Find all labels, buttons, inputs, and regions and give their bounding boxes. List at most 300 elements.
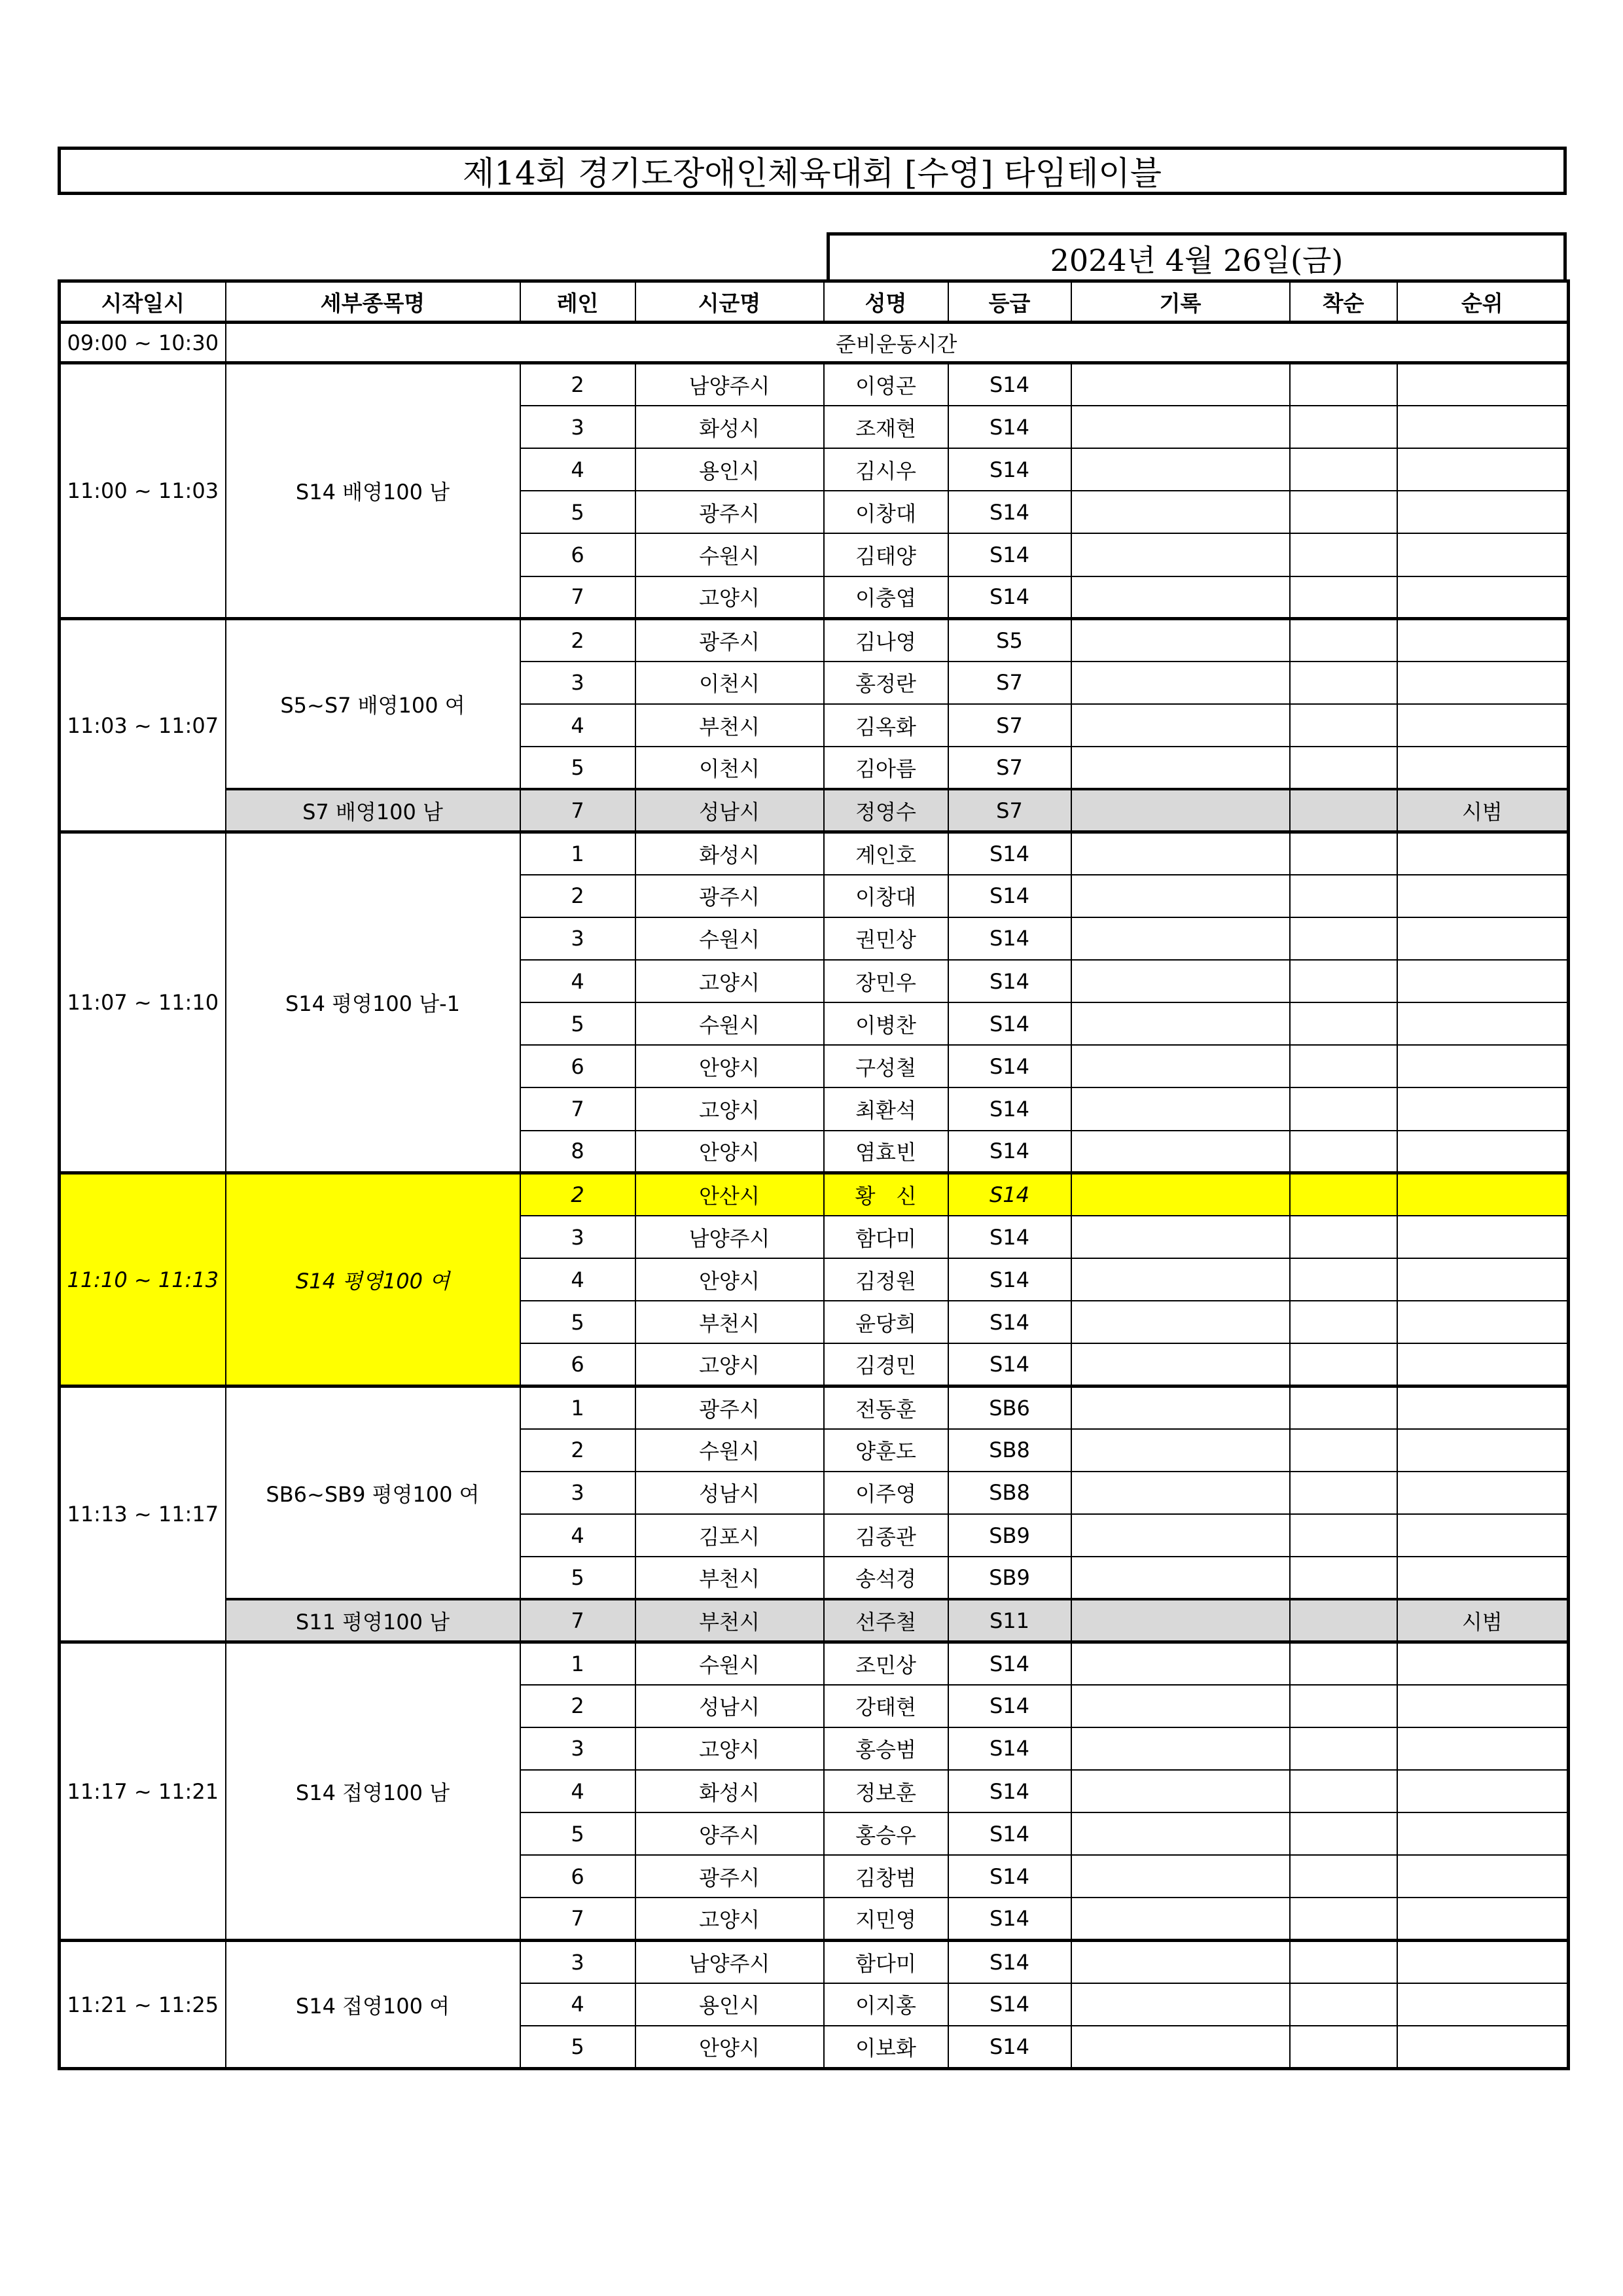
city-cell: 고양시 [635, 1727, 824, 1770]
city-cell: 남양주시 [635, 363, 824, 406]
class-cell: S14 [948, 1343, 1071, 1386]
name-cell: 함다미 [824, 1216, 948, 1258]
city-cell: 수원시 [635, 1429, 824, 1472]
record-cell [1071, 1557, 1290, 1599]
event-name: S14 배영100 남 [226, 363, 520, 619]
rank-cell [1397, 960, 1569, 1002]
finish-cell [1290, 1131, 1397, 1173]
rank-cell [1397, 576, 1569, 619]
city-cell: 화성시 [635, 406, 824, 448]
header-name: 성명 [824, 281, 948, 323]
name-cell: 이충엽 [824, 576, 948, 619]
finish-cell [1290, 1087, 1397, 1130]
name-cell: 윤당희 [824, 1301, 948, 1343]
city-cell: 고양시 [635, 960, 824, 1002]
table-row [60, 363, 1569, 406]
record-cell [1071, 576, 1290, 619]
rank-cell [1397, 1216, 1569, 1258]
warmup-row [60, 323, 1569, 363]
table-row [60, 1599, 1569, 1642]
time-slot: 11:17 ~ 11:21 [60, 1642, 226, 1941]
name-cell: 이창대 [824, 491, 948, 533]
record-cell [1071, 2026, 1290, 2069]
finish-cell [1290, 1642, 1397, 1685]
class-cell: S14 [948, 448, 1071, 491]
header-finish: 착순 [1290, 281, 1397, 323]
rank-cell [1397, 1855, 1569, 1898]
record-cell [1071, 448, 1290, 491]
lane-cell: 4 [520, 448, 635, 491]
record-cell [1071, 1045, 1290, 1087]
finish-cell [1290, 1386, 1397, 1429]
name-cell: 최환석 [824, 1087, 948, 1130]
class-cell: SB9 [948, 1514, 1071, 1557]
finish-cell [1290, 1812, 1397, 1855]
record-cell [1071, 533, 1290, 576]
record-cell [1071, 406, 1290, 448]
record-cell [1071, 363, 1290, 406]
record-cell [1071, 875, 1290, 917]
city-cell: 수원시 [635, 1002, 824, 1045]
finish-cell [1290, 2026, 1397, 2069]
city-cell: 성남시 [635, 789, 824, 832]
record-cell [1071, 1343, 1290, 1386]
finish-cell [1290, 875, 1397, 917]
city-cell: 고양시 [635, 1343, 824, 1386]
rank-cell [1397, 491, 1569, 533]
event-name: S14 평영100 여 [226, 1173, 520, 1386]
rank-cell [1397, 875, 1569, 917]
city-cell: 안산시 [635, 1173, 824, 1216]
finish-cell [1290, 1173, 1397, 1216]
city-cell: 부천시 [635, 1599, 824, 1642]
record-cell [1071, 1173, 1290, 1216]
record-cell [1071, 1855, 1290, 1898]
finish-cell [1290, 1727, 1397, 1770]
class-cell: S14 [948, 1301, 1071, 1343]
city-cell: 고양시 [635, 576, 824, 619]
lane-cell: 2 [520, 619, 635, 662]
class-cell: S11 [948, 1599, 1071, 1642]
name-cell: 전동훈 [824, 1386, 948, 1429]
event-name: S14 접영100 여 [226, 1941, 520, 2069]
class-cell: S14 [948, 1216, 1071, 1258]
rank-cell [1397, 1685, 1569, 1727]
time-slot: 11:21 ~ 11:25 [60, 1941, 226, 2069]
lane-cell: 3 [520, 1472, 635, 1514]
record-cell [1071, 1002, 1290, 1045]
record-cell [1071, 1472, 1290, 1514]
event-name: S14 평영100 남-1 [226, 832, 520, 1173]
record-cell [1071, 917, 1290, 960]
rank-cell [1397, 747, 1569, 789]
event-name: S7 배영100 남 [226, 789, 520, 832]
finish-cell [1290, 1472, 1397, 1514]
record-cell [1071, 1983, 1290, 2026]
class-cell: SB8 [948, 1472, 1071, 1514]
record-cell [1071, 1386, 1290, 1429]
city-cell: 부천시 [635, 704, 824, 747]
lane-cell: 1 [520, 1386, 635, 1429]
lane-cell: 7 [520, 576, 635, 619]
lane-cell: 5 [520, 1557, 635, 1599]
table-row [60, 789, 1569, 832]
lane-cell: 3 [520, 1216, 635, 1258]
name-cell: 김시우 [824, 448, 948, 491]
finish-cell [1290, 704, 1397, 747]
finish-cell [1290, 1045, 1397, 1087]
finish-cell [1290, 1301, 1397, 1343]
finish-cell [1290, 960, 1397, 1002]
record-cell [1071, 1599, 1290, 1642]
class-cell: S14 [948, 533, 1071, 576]
lane-cell: 2 [520, 1173, 635, 1216]
lane-cell: 3 [520, 917, 635, 960]
class-cell: SB9 [948, 1557, 1071, 1599]
class-cell: S14 [948, 960, 1071, 1002]
city-cell: 남양주시 [635, 1941, 824, 1983]
class-cell: S14 [948, 576, 1071, 619]
city-cell: 광주시 [635, 491, 824, 533]
finish-cell [1290, 832, 1397, 875]
rank-cell [1397, 1727, 1569, 1770]
lane-cell: 5 [520, 1301, 635, 1343]
header-rank: 순위 [1397, 281, 1569, 323]
event-name: S5~S7 배영100 여 [226, 619, 520, 790]
rank-cell [1397, 1173, 1569, 1216]
city-cell: 수원시 [635, 917, 824, 960]
table-row [60, 1642, 1569, 1685]
city-cell: 안양시 [635, 2026, 824, 2069]
finish-cell [1290, 619, 1397, 662]
class-cell: S14 [948, 1685, 1071, 1727]
warmup-time: 09:00 ~ 10:30 [60, 323, 226, 363]
event-name: S11 평영100 남 [226, 1599, 520, 1642]
class-cell: S14 [948, 917, 1071, 960]
city-cell: 수원시 [635, 533, 824, 576]
name-cell: 함다미 [824, 1941, 948, 1983]
header-start-time: 시작일시 [60, 281, 226, 323]
event-date: 2024년 4월 26일(금) [827, 232, 1567, 281]
lane-cell: 4 [520, 1983, 635, 2026]
lane-cell: 1 [520, 832, 635, 875]
finish-cell [1290, 1002, 1397, 1045]
class-cell: S7 [948, 747, 1071, 789]
class-cell: S14 [948, 1258, 1071, 1301]
record-cell [1071, 619, 1290, 662]
finish-cell [1290, 1941, 1397, 1983]
rank-cell [1397, 363, 1569, 406]
name-cell: 김옥화 [824, 704, 948, 747]
lane-cell: 3 [520, 406, 635, 448]
finish-cell [1290, 1216, 1397, 1258]
name-cell: 정영수 [824, 789, 948, 832]
lane-cell: 6 [520, 1045, 635, 1087]
record-cell [1071, 1727, 1290, 1770]
rank-cell [1397, 619, 1569, 662]
lane-cell: 3 [520, 1941, 635, 1983]
record-cell [1071, 1087, 1290, 1130]
class-cell: S14 [948, 491, 1071, 533]
record-cell [1071, 1216, 1290, 1258]
city-cell: 화성시 [635, 832, 824, 875]
rank-cell [1397, 1386, 1569, 1429]
finish-cell [1290, 1557, 1397, 1599]
class-cell: S14 [948, 1727, 1071, 1770]
lane-cell: 7 [520, 1898, 635, 1940]
finish-cell [1290, 1685, 1397, 1727]
record-cell [1071, 662, 1290, 704]
record-cell [1071, 704, 1290, 747]
name-cell: 계인호 [824, 832, 948, 875]
finish-cell [1290, 1898, 1397, 1940]
rank-cell [1397, 1131, 1569, 1173]
class-cell: S14 [948, 363, 1071, 406]
finish-cell [1290, 1855, 1397, 1898]
class-cell: S14 [948, 1855, 1071, 1898]
rank-cell [1397, 1812, 1569, 1855]
city-cell: 안양시 [635, 1131, 824, 1173]
rank-cell [1397, 917, 1569, 960]
lane-cell: 3 [520, 1727, 635, 1770]
rank-cell [1397, 1983, 1569, 2026]
header-row [60, 281, 1569, 323]
record-cell [1071, 491, 1290, 533]
rank-cell: 시범 [1397, 789, 1569, 832]
class-cell: S14 [948, 406, 1071, 448]
lane-cell: 2 [520, 1429, 635, 1472]
name-cell: 지민영 [824, 1898, 948, 1940]
name-cell: 조재현 [824, 406, 948, 448]
rank-cell [1397, 1898, 1569, 1940]
rank-cell [1397, 1514, 1569, 1557]
lane-cell: 5 [520, 491, 635, 533]
finish-cell [1290, 1983, 1397, 2026]
class-cell: S14 [948, 1045, 1071, 1087]
name-cell: 홍승범 [824, 1727, 948, 1770]
rank-cell [1397, 1087, 1569, 1130]
finish-cell [1290, 1770, 1397, 1812]
lane-cell: 4 [520, 1514, 635, 1557]
finish-cell [1290, 406, 1397, 448]
name-cell: 권민상 [824, 917, 948, 960]
record-cell [1071, 1770, 1290, 1812]
warmup-label: 준비운동시간 [226, 323, 1569, 363]
record-cell [1071, 1301, 1290, 1343]
class-cell: S14 [948, 1087, 1071, 1130]
rank-cell [1397, 1770, 1569, 1812]
rank-cell [1397, 1045, 1569, 1087]
city-cell: 성남시 [635, 1472, 824, 1514]
city-cell: 안양시 [635, 1045, 824, 1087]
name-cell: 홍정란 [824, 662, 948, 704]
city-cell: 안양시 [635, 1258, 824, 1301]
class-cell: S14 [948, 1173, 1071, 1216]
header-record: 기록 [1071, 281, 1290, 323]
class-cell: S7 [948, 789, 1071, 832]
name-cell: 이보화 [824, 2026, 948, 2069]
lane-cell: 3 [520, 662, 635, 704]
rank-cell [1397, 1429, 1569, 1472]
class-cell: S14 [948, 1770, 1071, 1812]
name-cell: 이지홍 [824, 1983, 948, 2026]
class-cell: SB6 [948, 1386, 1071, 1429]
table-row [60, 1386, 1569, 1429]
name-cell: 양훈도 [824, 1429, 948, 1472]
lane-cell: 6 [520, 533, 635, 576]
lane-cell: 5 [520, 747, 635, 789]
name-cell: 김나영 [824, 619, 948, 662]
finish-cell [1290, 1429, 1397, 1472]
city-cell: 이천시 [635, 662, 824, 704]
finish-cell [1290, 662, 1397, 704]
lane-cell: 4 [520, 704, 635, 747]
city-cell: 화성시 [635, 1770, 824, 1812]
name-cell: 이영곤 [824, 363, 948, 406]
record-cell [1071, 1131, 1290, 1173]
table-row [60, 619, 1569, 662]
finish-cell [1290, 917, 1397, 960]
class-cell: S7 [948, 662, 1071, 704]
city-cell: 고양시 [635, 1087, 824, 1130]
name-cell: 이창대 [824, 875, 948, 917]
class-cell: S14 [948, 832, 1071, 875]
record-cell [1071, 1429, 1290, 1472]
city-cell: 광주시 [635, 875, 824, 917]
lane-cell: 7 [520, 789, 635, 832]
event-name: SB6~SB9 평영100 여 [226, 1386, 520, 1600]
rank-cell [1397, 1557, 1569, 1599]
class-cell: S14 [948, 1898, 1071, 1940]
city-cell: 김포시 [635, 1514, 824, 1557]
lane-cell: 1 [520, 1642, 635, 1685]
class-cell: S14 [948, 1131, 1071, 1173]
lane-cell: 2 [520, 363, 635, 406]
lane-cell: 5 [520, 2026, 635, 2069]
finish-cell [1290, 1258, 1397, 1301]
name-cell: 송석경 [824, 1557, 948, 1599]
table-row [60, 1941, 1569, 1983]
name-cell: 홍승우 [824, 1812, 948, 1855]
time-slot: 11:07 ~ 11:10 [60, 832, 226, 1173]
timetable [58, 279, 1570, 2070]
city-cell: 수원시 [635, 1642, 824, 1685]
lane-cell: 5 [520, 1812, 635, 1855]
class-cell: S14 [948, 2026, 1071, 2069]
lane-cell: 7 [520, 1087, 635, 1130]
class-cell: S5 [948, 619, 1071, 662]
rank-cell [1397, 662, 1569, 704]
lane-cell: 7 [520, 1599, 635, 1642]
finish-cell [1290, 1599, 1397, 1642]
lane-cell: 2 [520, 875, 635, 917]
lane-cell: 2 [520, 1685, 635, 1727]
name-cell: 김아름 [824, 747, 948, 789]
class-cell: S14 [948, 1812, 1071, 1855]
city-cell: 용인시 [635, 448, 824, 491]
rank-cell [1397, 832, 1569, 875]
city-cell: 용인시 [635, 1983, 824, 2026]
rank-cell [1397, 533, 1569, 576]
header-city: 시군명 [635, 281, 824, 323]
record-cell [1071, 1941, 1290, 1983]
time-slot: 11:13 ~ 11:17 [60, 1386, 226, 1642]
record-cell [1071, 789, 1290, 832]
city-cell: 성남시 [635, 1685, 824, 1727]
rank-cell [1397, 704, 1569, 747]
time-slot: 11:03 ~ 11:07 [60, 619, 226, 832]
lane-cell: 5 [520, 1002, 635, 1045]
class-cell: SB8 [948, 1429, 1071, 1472]
name-cell: 조민상 [824, 1642, 948, 1685]
name-cell: 김창범 [824, 1855, 948, 1898]
city-cell: 부천시 [635, 1301, 824, 1343]
name-cell: 염효빈 [824, 1131, 948, 1173]
rank-cell [1397, 1642, 1569, 1685]
city-cell: 광주시 [635, 1386, 824, 1429]
name-cell: 선주철 [824, 1599, 948, 1642]
class-cell: S14 [948, 1642, 1071, 1685]
name-cell: 정보훈 [824, 1770, 948, 1812]
name-cell: 김정원 [824, 1258, 948, 1301]
name-cell: 장민우 [824, 960, 948, 1002]
lane-cell: 4 [520, 1258, 635, 1301]
lane-cell: 4 [520, 1770, 635, 1812]
rank-cell [1397, 448, 1569, 491]
record-cell [1071, 747, 1290, 789]
name-cell: 황 신 [824, 1173, 948, 1216]
record-cell [1071, 960, 1290, 1002]
name-cell: 김태양 [824, 533, 948, 576]
record-cell [1071, 1812, 1290, 1855]
name-cell: 김경민 [824, 1343, 948, 1386]
rank-cell [1397, 1301, 1569, 1343]
rank-cell [1397, 1472, 1569, 1514]
finish-cell [1290, 789, 1397, 832]
rank-cell [1397, 406, 1569, 448]
name-cell: 이병찬 [824, 1002, 948, 1045]
rank-cell [1397, 2026, 1569, 2069]
time-slot: 11:10 ~ 11:13 [60, 1173, 226, 1386]
header-event: 세부종목명 [226, 281, 520, 323]
finish-cell [1290, 1343, 1397, 1386]
record-cell [1071, 832, 1290, 875]
class-cell: S14 [948, 1002, 1071, 1045]
rank-cell: 시범 [1397, 1599, 1569, 1642]
class-cell: S14 [948, 1941, 1071, 1983]
lane-cell: 8 [520, 1131, 635, 1173]
city-cell: 남양주시 [635, 1216, 824, 1258]
city-cell: 이천시 [635, 747, 824, 789]
finish-cell [1290, 747, 1397, 789]
page-title: 제14회 경기도장애인체육대회 [수영] 타임테이블 [58, 147, 1567, 195]
rank-cell [1397, 1258, 1569, 1301]
record-cell [1071, 1514, 1290, 1557]
finish-cell [1290, 363, 1397, 406]
header-class: 등급 [948, 281, 1071, 323]
time-slot: 11:00 ~ 11:03 [60, 363, 226, 619]
rank-cell [1397, 1002, 1569, 1045]
name-cell: 이주영 [824, 1472, 948, 1514]
lane-cell: 6 [520, 1855, 635, 1898]
name-cell: 구성철 [824, 1045, 948, 1087]
record-cell [1071, 1642, 1290, 1685]
table-row [60, 832, 1569, 875]
rank-cell [1397, 1343, 1569, 1386]
class-cell: S14 [948, 1983, 1071, 2026]
finish-cell [1290, 1514, 1397, 1557]
city-cell: 양주시 [635, 1812, 824, 1855]
